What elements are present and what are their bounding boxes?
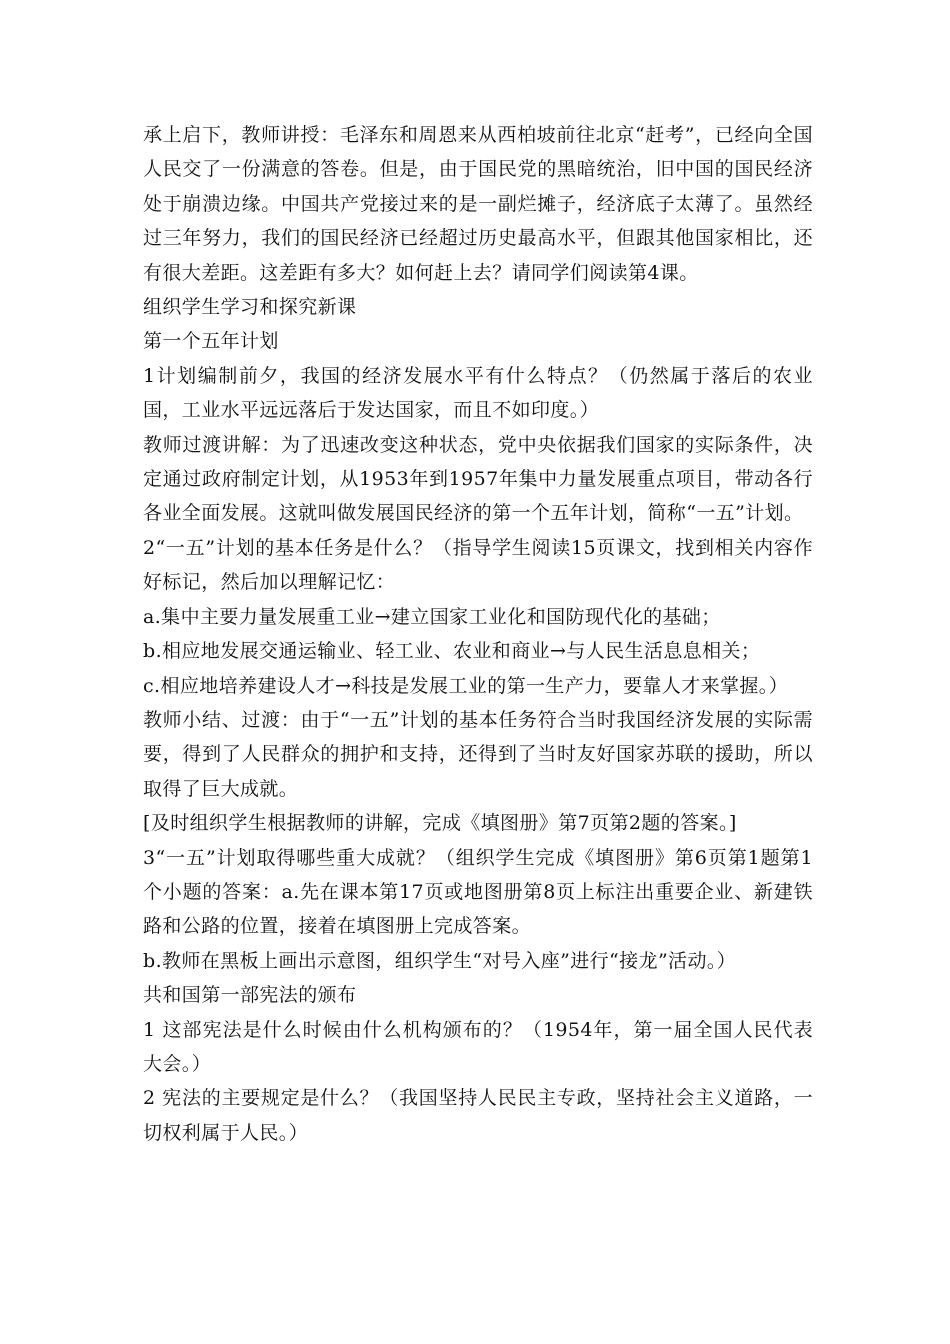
constitution-question-2: 2 宪法的主要规定是什么？（我国坚持人民民主专政，坚持社会主义道路，一切权利属于人民。） bbox=[143, 1087, 813, 1144]
constitution-question-1: 1 这部宪法是什么时候由什么机构颁布的？（1954年，第一届全国人民代表大会。） bbox=[143, 1018, 813, 1075]
list-item-b: b.相应地发展交通运输业、轻工业、农业和商业→与人民生活息息相关； bbox=[143, 640, 761, 663]
exercise-note: [及时组织学生根据教师的讲解，完成《填图册》第7页第2题的答案。] bbox=[143, 812, 737, 835]
question-2: 2“一五”计划的基本任务是什么？（指导学生阅读15页课文，找到相关内容作好标记，然后加以理解记忆： bbox=[143, 536, 813, 594]
list-item-b-activity: b.教师在黑板上画出示意图，组织学生“对号入座”进行“接龙”活动。） bbox=[143, 949, 737, 972]
teacher-transition: 教师过渡讲解：为了迅速改变这种状态，党中央依据我们国家的实际条件，决定通过政府制定计划，从1953年到1957年集中力量发展重点项目，带动各行各业全面发展。这就叫做发展国民经济的第一个五年计划，简称“一五”计划。 bbox=[143, 433, 813, 525]
document-body bbox=[143, 118, 813, 1150]
section-heading-study: 组织学生学习和探究新课 bbox=[143, 296, 357, 319]
list-item-a: a.集中主要力量发展重工业→建立国家工业化和国防现代化的基础； bbox=[143, 605, 721, 628]
paragraph-intro: 承上启下，教师讲授：毛泽东和周恩来从西柏坡前往北京“赶考”，已经向全国人民交了一份满意的答卷。但是，由于国民党的黑暗统治，旧中国的国民经济处于崩溃边缘。中国共产党接过来的是一副烂摊子，经济底子太薄了。虽然经过三年努力，我们的国民经济已经超过历史最高水平，但跟其他国家相比，还有很大差距。这差距有多大？如何赶上去？请同学们阅读第4课。 bbox=[143, 124, 813, 284]
teacher-summary: 教师小结、过渡：由于“一五”计划的基本任务符合当时我国经济发展的实际需要，得到了人民群众的拥护和支持，还得到了当时友好国家苏联的援助，所以取得了巨大成就。 bbox=[143, 708, 813, 800]
question-3: 3“一五”计划取得哪些重大成就？（组织学生完成《填图册》第6页第1题第1个小题的答案：a.先在课本第17页或地图册第8页上标注出重要企业、新建铁路和公路的位置，接着在填图册上完成答案。 bbox=[143, 846, 813, 938]
question-1: 1计划编制前夕，我国的经济发展水平有什么特点？（仍然属于落后的农业国，工业水平远远落后于发达国家，而且不如印度。） bbox=[143, 364, 813, 422]
section-heading-first-five-year-plan: 第一个五年计划 bbox=[143, 330, 279, 353]
section-heading-constitution: 共和国第一部宪法的颁布 bbox=[143, 984, 357, 1007]
list-item-c: c.相应地培养建设人才→科技是发展工业的第一生产力，要靠人才来掌握。） bbox=[143, 674, 789, 697]
